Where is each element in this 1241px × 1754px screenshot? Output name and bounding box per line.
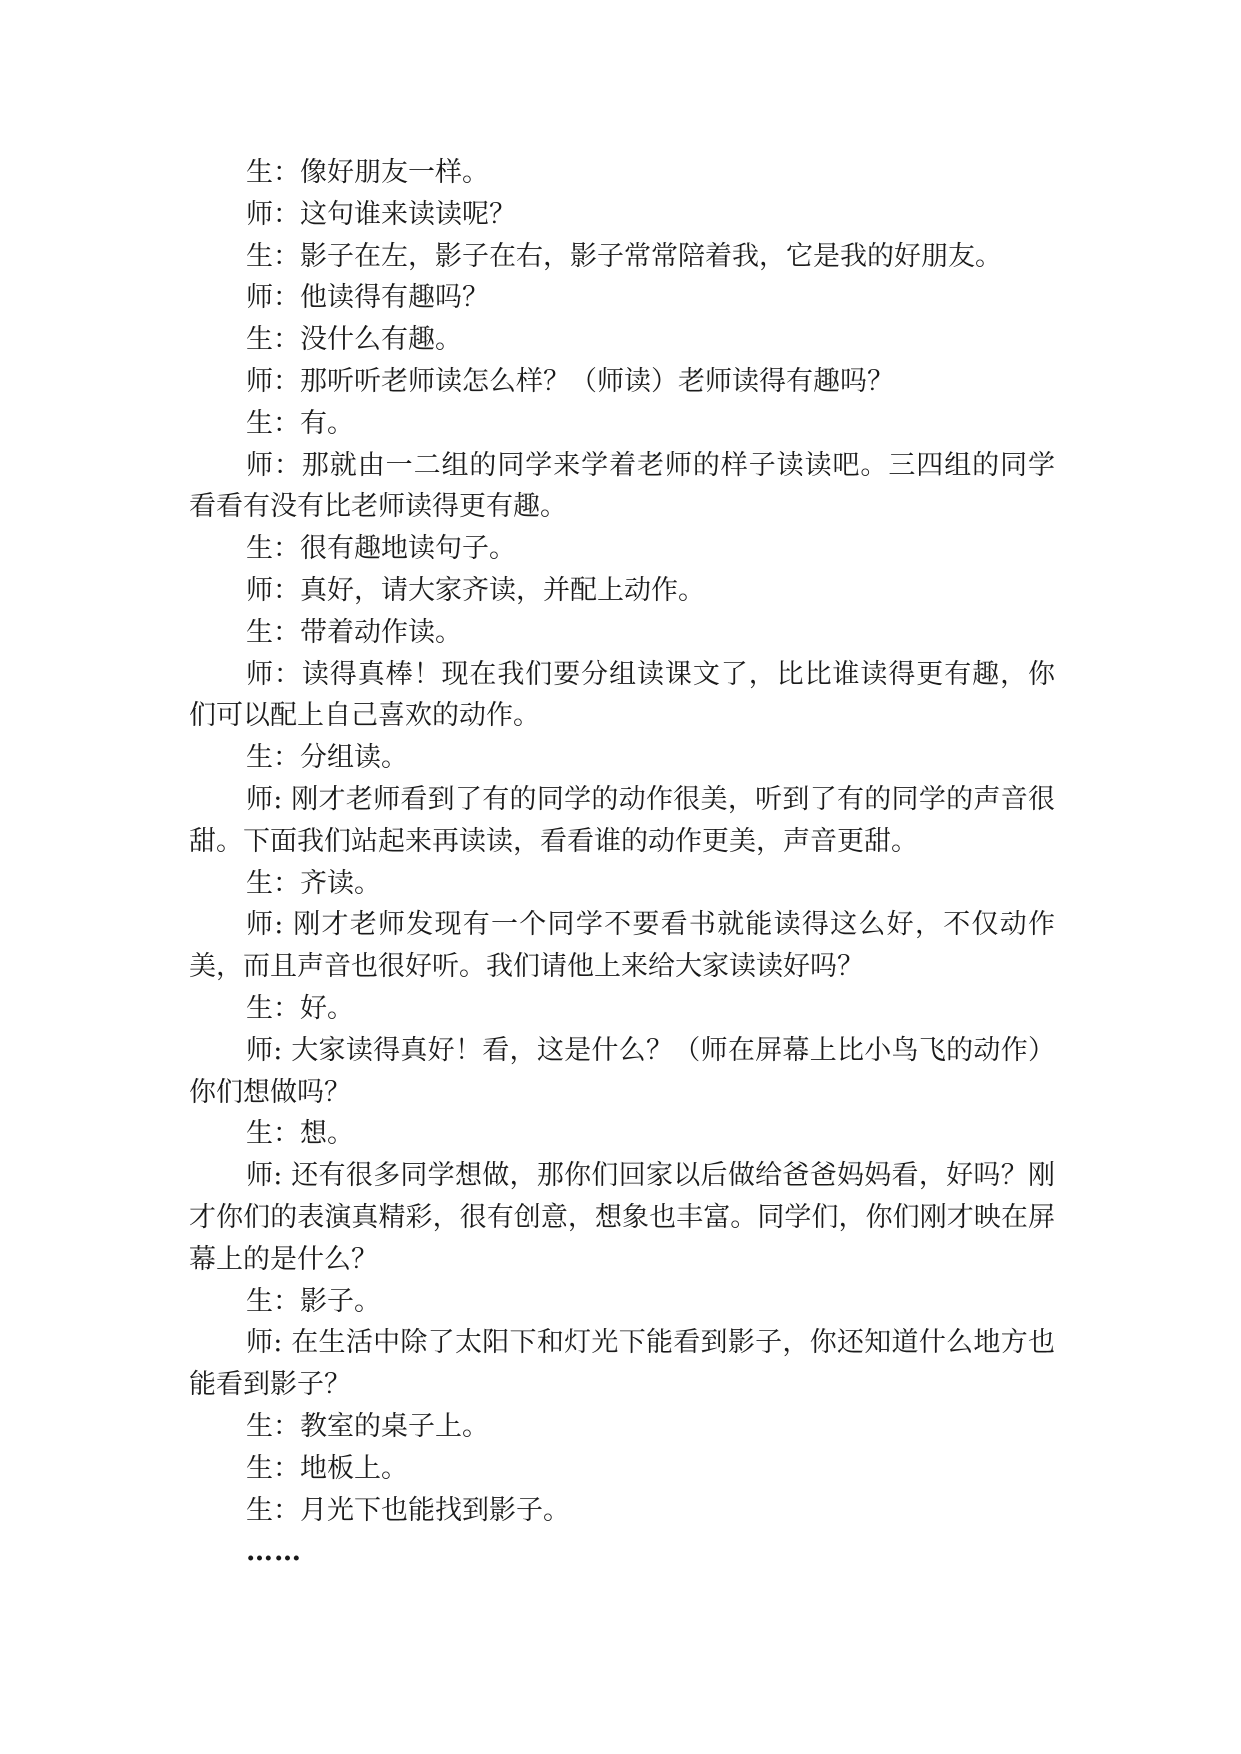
paragraph: 生：带着动作读。 [246, 616, 462, 648]
paragraph: 师：读得真棒！现在我们要分组读课文了，比比谁读得更有趣，你们可以配上自己喜欢的动作。 [189, 658, 1055, 732]
paragraph: 师: 刚才老师看到了有的同学的动作很美，听到了有的同学的声音很甜。下面我们站起来再读读，看看谁的动作更美，声音更甜。 [189, 783, 1055, 857]
paragraph: 生：像好朋友一样。 [246, 157, 489, 188]
paragraph: 生：齐读。 [246, 867, 381, 899]
paragraph: 师: 在生活中除了太阳下和灯光下能看到影子，你还知道什么地方也能看到影子？ [189, 1327, 1055, 1401]
paragraph: 生：影子在左，影子在右，影子常常陪着我，它是我的好朋友。 [246, 240, 1002, 272]
paragraph: 生：好。 [246, 992, 354, 1024]
paragraph: 生：月光下也能找到影子。 [246, 1494, 570, 1526]
paragraph: 生：教室的桌子上。 [246, 1410, 489, 1442]
paragraph: 生：地板上。 [246, 1452, 408, 1484]
paragraph: 师：那就由一二组的同学来学着老师的样子读读吧。三四组的同学看看有没有比老师读得更有趣。 [189, 449, 1055, 523]
paragraph: 师: 还有很多同学想做，那你们回家以后做给爸爸妈妈看，好吗？刚才你们的表演真精彩，很有创意，想象也丰富。同学们，你们刚才映在屏幕上的是什么？ [189, 1160, 1055, 1275]
paragraph: 师：真好，请大家齐读，并配上动作。 [246, 574, 705, 606]
paragraph: 生：有。 [246, 407, 354, 439]
paragraph: 师：这句谁来读读呢？ [246, 198, 516, 230]
document-body [189, 152, 1055, 1573]
paragraph: 师：那听听老师读怎么样？（师读）老师读得有趣吗？ [246, 365, 894, 397]
paragraph: 生：没什么有趣。 [246, 324, 462, 356]
paragraph: 师：他读得有趣吗？ [246, 282, 489, 314]
paragraph: 生：分组读。 [246, 742, 408, 774]
paragraph: 师: 刚才老师发现有一个同学不要看书就能读得这么好，不仅动作美，而且声音也很好听。我们请他上来给大家读读好吗？ [189, 909, 1055, 983]
paragraph: 生：很有趣地读句子。 [246, 533, 516, 565]
paragraph: 生：影子。 [246, 1285, 381, 1317]
paragraph: 生：想。 [246, 1118, 354, 1150]
paragraph: 师: 大家读得真好！看，这是什么？（师在屏幕上比小鸟飞的动作）你们想做吗？ [189, 1034, 1055, 1108]
ellipsis: …… [246, 1536, 302, 1568]
